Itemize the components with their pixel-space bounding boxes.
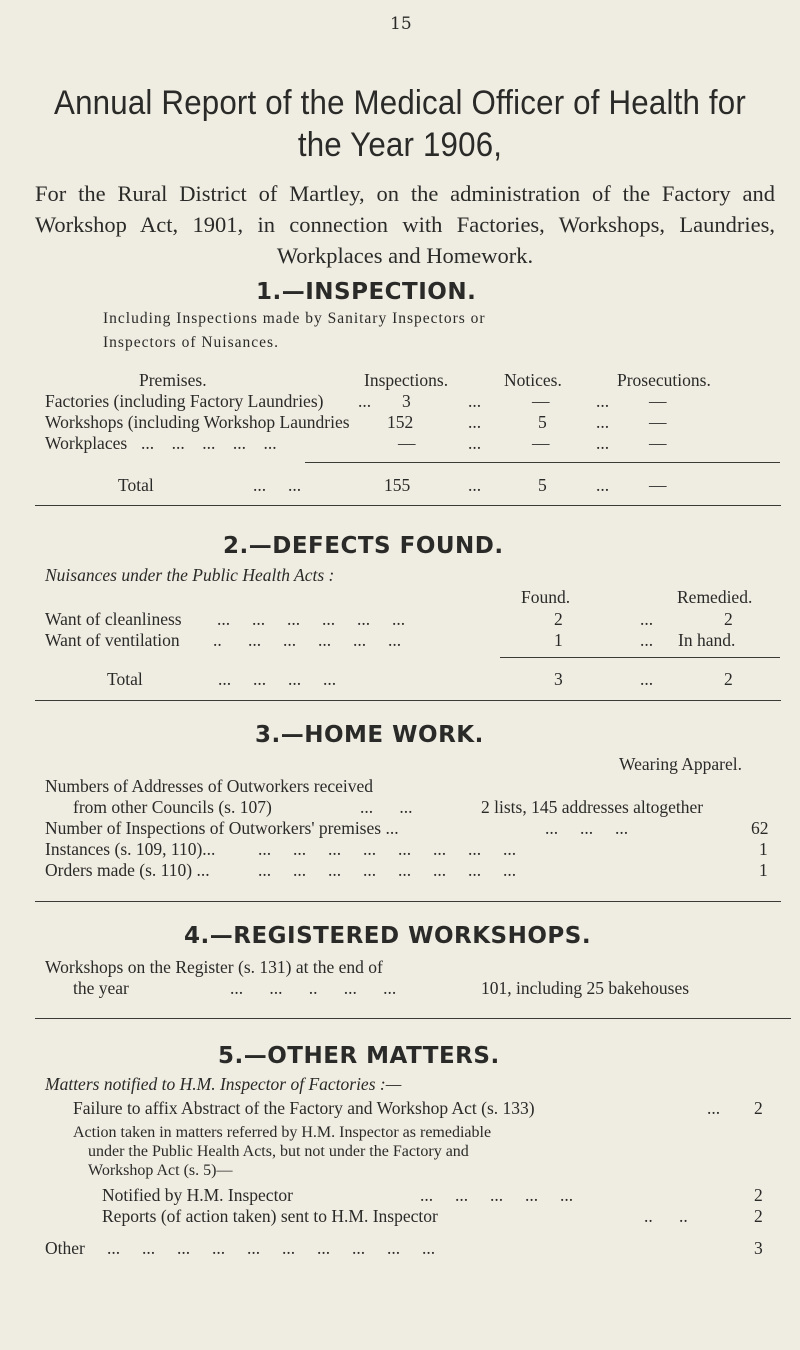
section-1-heading: 1.—INSPECTION. xyxy=(256,279,477,305)
intro-paragraph: For the Rural District of Martley, on the administration of the Factory and Workshop Act, 1901, in connection with Factories, Workshops, Laundries, Workplaces and Homework. xyxy=(35,181,775,268)
report-title-line-1: Annual Report of the Medical Officer of Health for xyxy=(54,84,746,122)
section-divider xyxy=(35,901,781,902)
subtotal-rule xyxy=(305,462,780,463)
col-found: Found. xyxy=(521,587,571,607)
col-notices: Notices. xyxy=(504,370,562,390)
section-divider xyxy=(35,700,781,701)
section-3-heading: 3.—HOME WORK. xyxy=(255,722,484,748)
workshops-line-1: Workshops on the Register (s. 131) at the end of xyxy=(45,957,383,977)
action-line-1: Action taken in matters referred by H.M. Inspector as remediable xyxy=(73,1124,492,1141)
section-1-subheading-line-1: Including Inspections made by Sanitary Inspectors or xyxy=(103,310,486,327)
action-line-3: Workshop Act (s. 5)— xyxy=(88,1162,233,1179)
homework-line-1: Numbers of Addresses of Outworkers received xyxy=(45,776,374,796)
col-premises: Premises. xyxy=(139,370,207,390)
col-remedied: Remedied. xyxy=(677,587,753,607)
report-title-line-2: the Year 1906, xyxy=(297,126,503,164)
col-inspections: Inspections. xyxy=(364,370,449,390)
page-number: 15 xyxy=(390,14,412,34)
section-2-caption: Nuisances under the Public Health Acts : xyxy=(45,565,335,585)
section-5-heading: 5.—OTHER MATTERS. xyxy=(218,1043,500,1069)
action-line-2: under the Public Health Acts, but not under the Factory and xyxy=(88,1143,469,1160)
section-1-subheading-line-2: Inspectors of Nuisances. xyxy=(103,334,279,351)
section-divider xyxy=(35,1018,791,1019)
col-wearing-apparel: Wearing Apparel. xyxy=(619,754,742,774)
subtotal-rule xyxy=(500,657,780,658)
col-prosecutions: Prosecutions. xyxy=(617,370,711,390)
section-divider xyxy=(35,505,781,506)
section-5-caption: Matters notified to H.M. Inspector of Factories :— xyxy=(45,1074,402,1094)
section-4-heading: 4.—REGISTERED WORKSHOPS. xyxy=(184,923,592,949)
section-2-heading: 2.—DEFECTS FOUND. xyxy=(223,533,504,559)
